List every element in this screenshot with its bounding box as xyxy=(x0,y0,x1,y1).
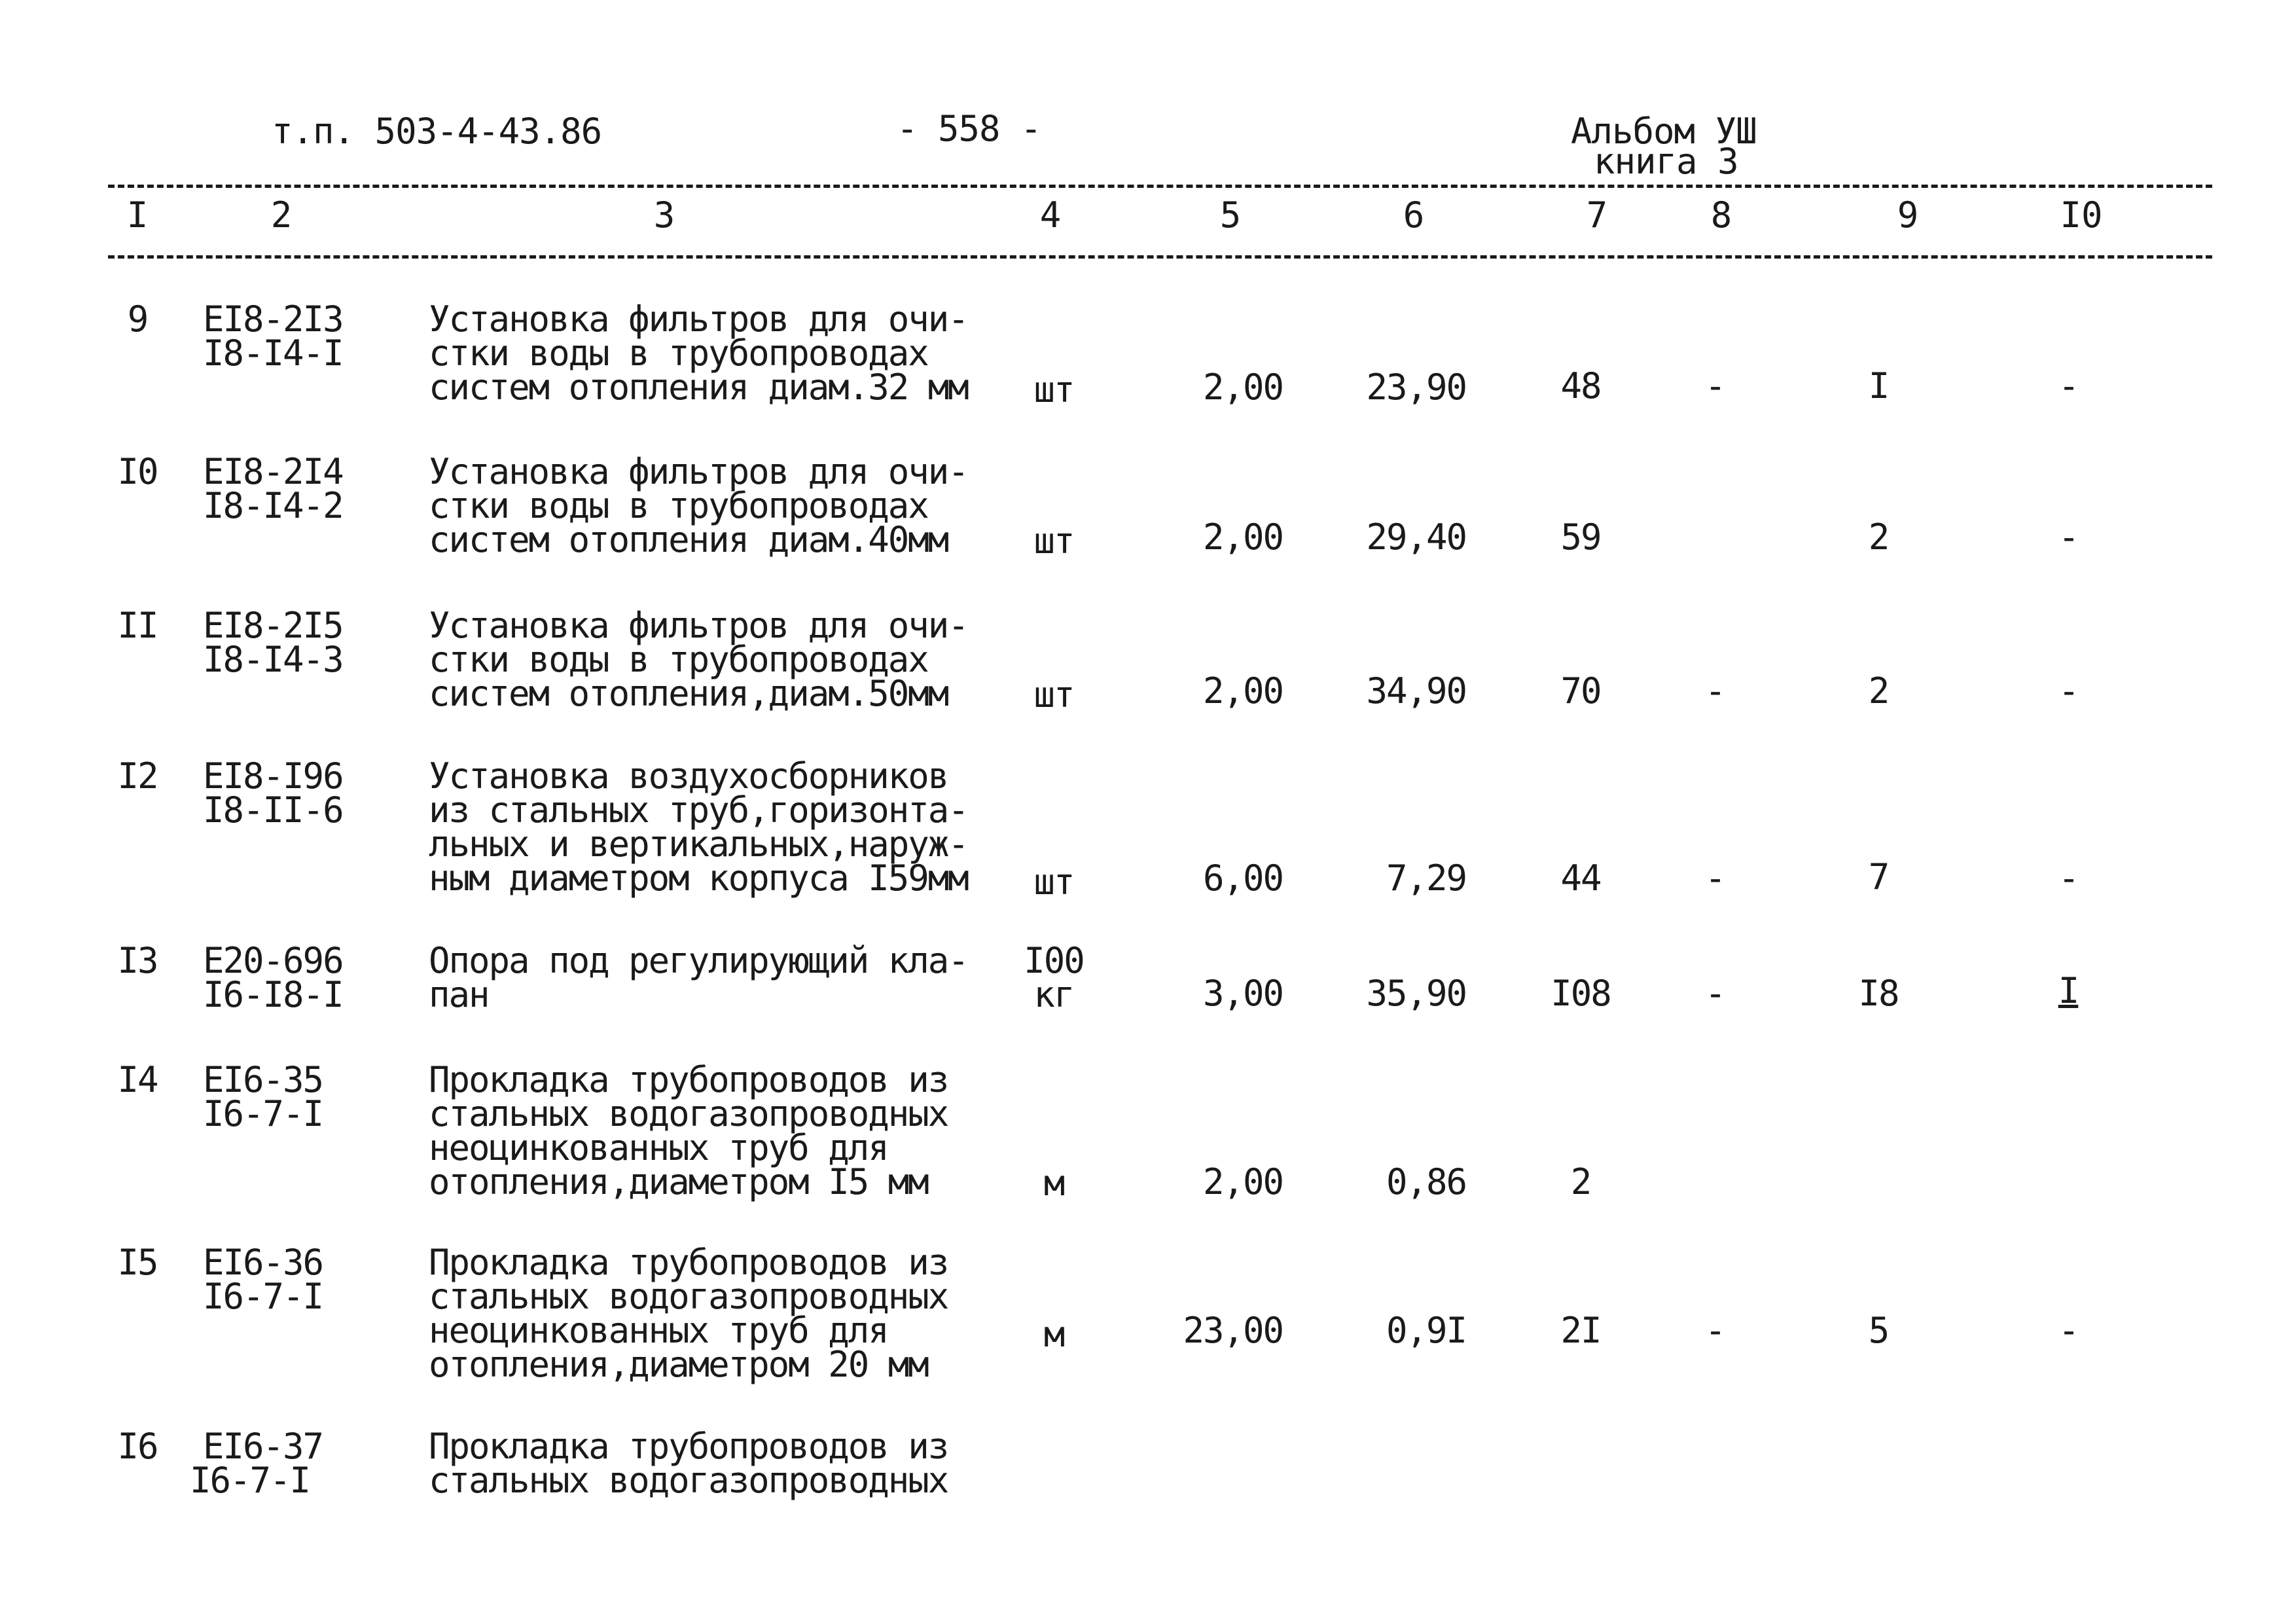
row-col8: - xyxy=(1704,1310,1725,1351)
description-line: стальных водогазопроводных xyxy=(429,1460,948,1501)
column-number: 5 xyxy=(1219,194,1242,236)
description-line: неоцинкованных труб для xyxy=(429,1127,888,1168)
description-line: Прокладка трубопроводов из xyxy=(429,1059,948,1100)
row-col9: 2 xyxy=(1868,516,1889,558)
description-line: пан xyxy=(429,974,489,1015)
row-col9: 7 xyxy=(1868,856,1889,897)
description-line: отопления,диаметром 20 мм xyxy=(429,1344,928,1385)
row-unit: шт xyxy=(1033,520,1074,562)
code-line: EI6-37 xyxy=(203,1426,323,1467)
row-col9: 5 xyxy=(1868,1310,1889,1351)
description-line: стальных водогазопроводных xyxy=(429,1093,948,1134)
code-line: I8-I4-I xyxy=(203,333,343,374)
description-line: Установка фильтров для очи- xyxy=(429,605,968,646)
row-description xyxy=(429,451,968,560)
row-col9: I8 xyxy=(1858,973,1899,1014)
row-total: 48 xyxy=(1560,365,1601,406)
row-quantity: 2,00 xyxy=(1202,516,1283,558)
row-number: 9 xyxy=(127,298,148,340)
row-number: I2 xyxy=(117,755,158,797)
row-unit: м xyxy=(1043,1314,1064,1355)
row-quantity: 23,00 xyxy=(1183,1310,1283,1351)
row-unit xyxy=(995,940,1113,1015)
description-line: стки воды в трубопроводах xyxy=(429,333,928,374)
code-line: I8-I4-3 xyxy=(203,639,343,680)
row-description xyxy=(429,1242,948,1385)
column-number: 6 xyxy=(1403,194,1425,236)
description-line: Установка воздухосборников xyxy=(429,755,948,797)
column-number: 9 xyxy=(1897,194,1919,236)
description-line: стки воды в трубопроводах xyxy=(429,639,928,680)
unit-line: кг xyxy=(1033,974,1074,1015)
row-code xyxy=(190,1426,323,1501)
row-unit-cost: 7,29 xyxy=(1386,857,1466,899)
row-total: 70 xyxy=(1560,670,1601,712)
code-line: I6-I8-I xyxy=(203,974,343,1015)
row-code xyxy=(203,298,343,374)
row-col10: - xyxy=(2058,365,2079,406)
code-line: E20-696 xyxy=(203,940,343,981)
row-col10: I xyxy=(2058,970,2079,1011)
row-unit-cost: 0,86 xyxy=(1386,1161,1466,1202)
description-line: неоцинкованных труб для xyxy=(429,1310,888,1351)
row-unit-cost: 0,9I xyxy=(1386,1310,1466,1351)
description-line: систем отопления диам.32 мм xyxy=(429,367,968,408)
row-number: I6 xyxy=(117,1426,158,1467)
row-number: I4 xyxy=(117,1059,158,1100)
row-description xyxy=(429,1426,948,1501)
row-quantity: 2,00 xyxy=(1202,1161,1283,1202)
code-line: EI8-I96 xyxy=(203,755,343,797)
code-line: I6-7-I xyxy=(203,1093,323,1134)
row-col8: - xyxy=(1704,670,1725,712)
row-code xyxy=(203,940,343,1015)
description-line: Опора под регулирующий кла- xyxy=(429,940,968,981)
row-number: I5 xyxy=(117,1242,158,1283)
row-unit-cost: 23,90 xyxy=(1366,367,1466,408)
album-book: книга 3 xyxy=(1594,141,1738,182)
row-description xyxy=(429,755,968,899)
code-line: I8-I4-2 xyxy=(203,485,343,526)
row-unit: м xyxy=(1043,1163,1064,1204)
row-description xyxy=(429,1059,948,1202)
row-code xyxy=(203,1242,323,1317)
code-line: EI8-2I5 xyxy=(203,605,343,646)
description-line: стальных водогазопроводных xyxy=(429,1276,948,1317)
row-unit-cost: 29,40 xyxy=(1366,516,1466,558)
description-line: Установка фильтров для очи- xyxy=(429,298,968,340)
row-total: 44 xyxy=(1560,857,1601,899)
column-number: I xyxy=(126,194,149,236)
row-col10: - xyxy=(2058,670,2079,712)
row-col8: - xyxy=(1704,973,1725,1014)
code-line: I6-7-I xyxy=(203,1276,323,1317)
code-line: EI8-2I3 xyxy=(203,298,343,340)
description-line: систем отопления,диам.50мм xyxy=(429,673,948,714)
description-line: стки воды в трубопроводах xyxy=(429,485,928,526)
row-number: II xyxy=(117,605,158,646)
row-col8: - xyxy=(1704,857,1725,899)
row-unit: шт xyxy=(1033,369,1074,410)
row-col10: - xyxy=(2058,516,2079,558)
column-number: 7 xyxy=(1586,194,1608,236)
code-line: I6-7-I xyxy=(190,1460,310,1501)
page-number: - 558 - xyxy=(897,108,1041,149)
row-col10: - xyxy=(2058,1310,2079,1351)
description-line: Установка фильтров для очи- xyxy=(429,451,968,492)
column-number: 8 xyxy=(1710,194,1732,236)
album-title: Альбом УШ xyxy=(1571,111,1757,152)
row-unit-cost: 35,90 xyxy=(1366,973,1466,1014)
row-quantity: 2,00 xyxy=(1202,670,1283,712)
code-line: I8-II-6 xyxy=(203,789,343,831)
row-total: 59 xyxy=(1560,516,1601,558)
row-quantity: 3,00 xyxy=(1202,973,1283,1014)
row-col9: 2 xyxy=(1868,670,1889,712)
description-line: отопления,диаметром I5 мм xyxy=(429,1161,928,1202)
row-col10: - xyxy=(2058,857,2079,899)
row-code xyxy=(203,605,343,680)
row-total: I08 xyxy=(1551,973,1611,1014)
row-description xyxy=(429,605,968,714)
description-line: Прокладка трубопроводов из xyxy=(429,1242,948,1283)
code-line: EI8-2I4 xyxy=(203,451,343,492)
column-number: 3 xyxy=(653,194,675,236)
description-line: систем отопления диам.40мм xyxy=(429,519,948,560)
description-line: Прокладка трубопроводов из xyxy=(429,1426,948,1467)
row-quantity: 6,00 xyxy=(1202,857,1283,899)
row-col9: I xyxy=(1868,365,1889,406)
row-unit-cost: 34,90 xyxy=(1366,670,1466,712)
column-number: I0 xyxy=(2060,194,2103,236)
code-line: EI6-35 xyxy=(203,1059,323,1100)
document-code: т.п. 503-4-43.86 xyxy=(272,111,602,152)
row-number: I3 xyxy=(117,940,158,981)
header-bottom-rule xyxy=(108,255,2212,259)
description-line: ным диаметром корпуса I59мм xyxy=(429,857,968,899)
code-line: EI6-36 xyxy=(203,1242,323,1283)
column-number: 2 xyxy=(270,194,293,236)
row-total: 2 xyxy=(1570,1161,1591,1202)
row-number: I0 xyxy=(117,451,158,492)
column-number: 4 xyxy=(1039,194,1062,236)
row-code xyxy=(203,1059,323,1134)
row-unit: шт xyxy=(1033,861,1074,903)
row-description xyxy=(429,940,968,1015)
row-code xyxy=(203,451,343,526)
row-unit: шт xyxy=(1033,674,1074,715)
description-line: льных и вертикальных,наруж- xyxy=(429,823,968,865)
unit-line: I00 xyxy=(1024,940,1084,981)
row-description xyxy=(429,298,968,408)
row-code xyxy=(203,755,343,831)
row-col8: - xyxy=(1704,365,1725,406)
header-top-rule xyxy=(108,185,2212,188)
row-quantity: 2,00 xyxy=(1202,367,1283,408)
description-line: из стальных труб,горизонта- xyxy=(429,789,968,831)
row-total: 2I xyxy=(1560,1310,1601,1351)
